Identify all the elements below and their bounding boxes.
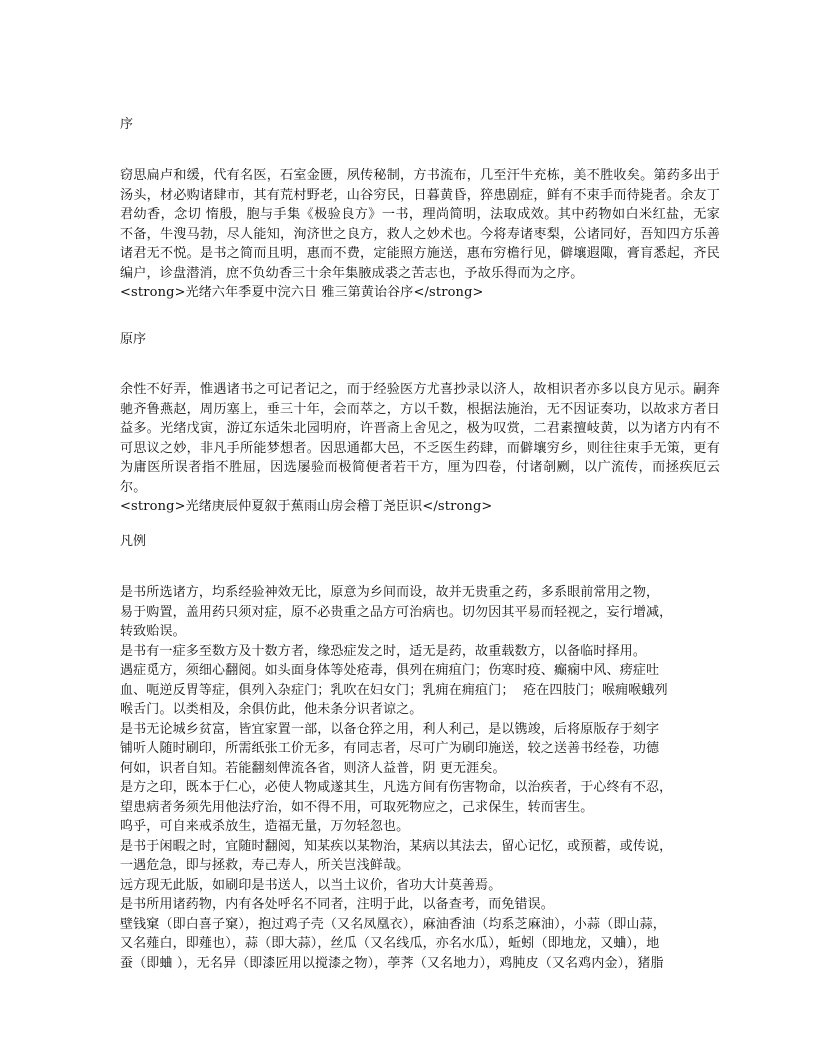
- fanli-line: 是书所选诸方，均系经验神效无比，原意为乡间而设，故并无贵重之药，多系眼前常用之物，: [120, 585, 660, 600]
- fanli-line: 远方现无此版，如刷印是书送人，以当土议价，省功大计莫善焉。: [120, 877, 502, 893]
- fanli-line: 是书有一症多至数方及十数方者，缘恐症发之时，适无是药，故重载数方，以备临时择用。: [120, 643, 647, 659]
- fanli-line: 又名薤白，即薤也），蒜（即大蒜），丝瓜（又名线瓜，亦名水瓜），蚯蚓（即地龙，又蛐），地: [120, 936, 660, 951]
- preface-body: 窃思扁卢和缓，代有名医，石室金匮，夙传秘制，方书流布，几至汗牛充栋，美不胜收矣。第药多出于汤头，材必购诸肆市，其有荒村野老，山谷穷民，日暮黄昏，猝患剧症，鲜有不束手而待毙者。余友丁君幼香，念切 惰殷，胞与手集《极验良方》一书，理尚简明，法取成效。其中药物如白米红盐，无家不备，牛溲马勃，尽人能知，洵济世之良方，救人之妙术也。今将寿诸枣梨，公诸同好，吾知四方乐善诸君无不悦。是书之简而且明，惠而不费，定能照方施送，惠布穷檐行见，僻壤遐陬，膏肓悉起，齐民编户，诊盘潜消，庶不负幼香三十余年集腋成裘之苦志也，予故乐得而为之序。: [120, 168, 720, 281]
- fanli-line: 是书无论城乡贫富，皆宜家置一部，以备仓猝之用，利人利己，是以镌竣，后将原版存于刻字: [120, 721, 660, 737]
- preface-section: [120, 166, 720, 303]
- fanli-line: 一遇危急，即与拯救，寿己寿人，所关岂浅鲜哉。: [120, 858, 410, 873]
- original-preface-body: 余性不好弄，惟遇诸书之可记者记之，而于经验医方尤喜抄录以济人，故相识者亦多以良方见示。嗣奔驰齐鲁燕赵，周历塞上，垂三十年，会而萃之，方以千数，根据法施治，无不因证奏功，以故求方者日益多。光绪戊寅，游辽东适朱北园明府，许晋斋上舍见之，极为叹赏，二君素擅岐黄，以为诸方内有不可思议之妙，非凡手所能梦想者。因思通都大邑，不乏医生药肆，而僻壤穷乡，则往往束手无策，更有为庸医所误者指不胜屈，因选屡验而极简便者若干方，厘为四卷，付诸剞劂，以广流传，而拯疾厄云尔。: [120, 382, 720, 495]
- fanli-line: 遇症觅方，须细心翻阅。如头面身体等处疮毒，俱列在痈疽门；伤寒时疫、癫痫中风、痨症吐: [120, 663, 660, 678]
- preface-title: 序: [120, 117, 134, 132]
- fanli-title: 凡例: [120, 534, 147, 549]
- fanli-line: 是书所用诸药物，内有各处呼名不同者，注明于此，以备查考，而免错误。: [120, 897, 554, 912]
- original-preface-section: [120, 380, 720, 517]
- fanli-line: 喉舌门。以类相及，余俱仿此，他未条分识者谅之。: [120, 702, 423, 717]
- fanli-line: 转致贻误。: [120, 624, 186, 639]
- preface-signature: <strong>光绪六年季夏中浣六日 雅三第黄诒谷序</strong>: [120, 285, 484, 300]
- fanli-line: 蚕（即蛐 ），无名异（即漆匠用以搅漆之物），荸荠（又名地力），鸡肫皮（又名鸡内金），猪脂: [120, 955, 664, 971]
- fanli-line: 何如，识者自知。若能翻刻俾流各省，则济人益普，阴 更无涯矣。: [120, 760, 506, 776]
- fanli-line: 易于购置，盖用药只须对症，原不必贵重之品方可治病也。切勿因其平易而轻视之，妄行增减，: [120, 604, 673, 620]
- fanli-line: 血、呃逆反胃等症，俱列入杂症门；乳吹在妇女门；乳痈在痈疽门； 疮在四肢门；喉痈喉蛾列: [120, 682, 668, 698]
- fanli-section: [120, 583, 720, 973]
- fanli-line: 望患病者务须先用他法疗治，如不得不用，可取死物应之，己求保生，转而害生。: [120, 799, 594, 815]
- fanli-line: 壁钱窠（即白喜子窠），抱过鸡子壳（又名凤凰衣），麻油香油（均系芝麻油），小蒜（即山蒜，: [120, 916, 666, 932]
- fanli-line: 是方之印，既本于仁心，必使人物咸遂其生，凡选方间有伤害物命，以治疾者，于心终有不忍，: [120, 780, 673, 795]
- original-preface-title: 原序: [120, 332, 147, 347]
- fanli-line: 是书于闲暇之时，宜随时翻阅，知某疾以某物治，某病以其法去，留心记忆，或预蓄，或传说，: [120, 838, 673, 854]
- fanli-line: 呜乎，可自来戒杀放生，造福无量，万勿轻忽也。: [120, 819, 410, 834]
- original-preface-signature: <strong>光绪庚辰仲夏叙于蕉雨山房会稽丁尧臣识</strong>: [120, 499, 493, 514]
- fanli-line: 铺听人随时刷印，所需纸张工价无多，有同志者，尽可广为刷印施送，较之送善书经卷，功德: [120, 741, 660, 756]
